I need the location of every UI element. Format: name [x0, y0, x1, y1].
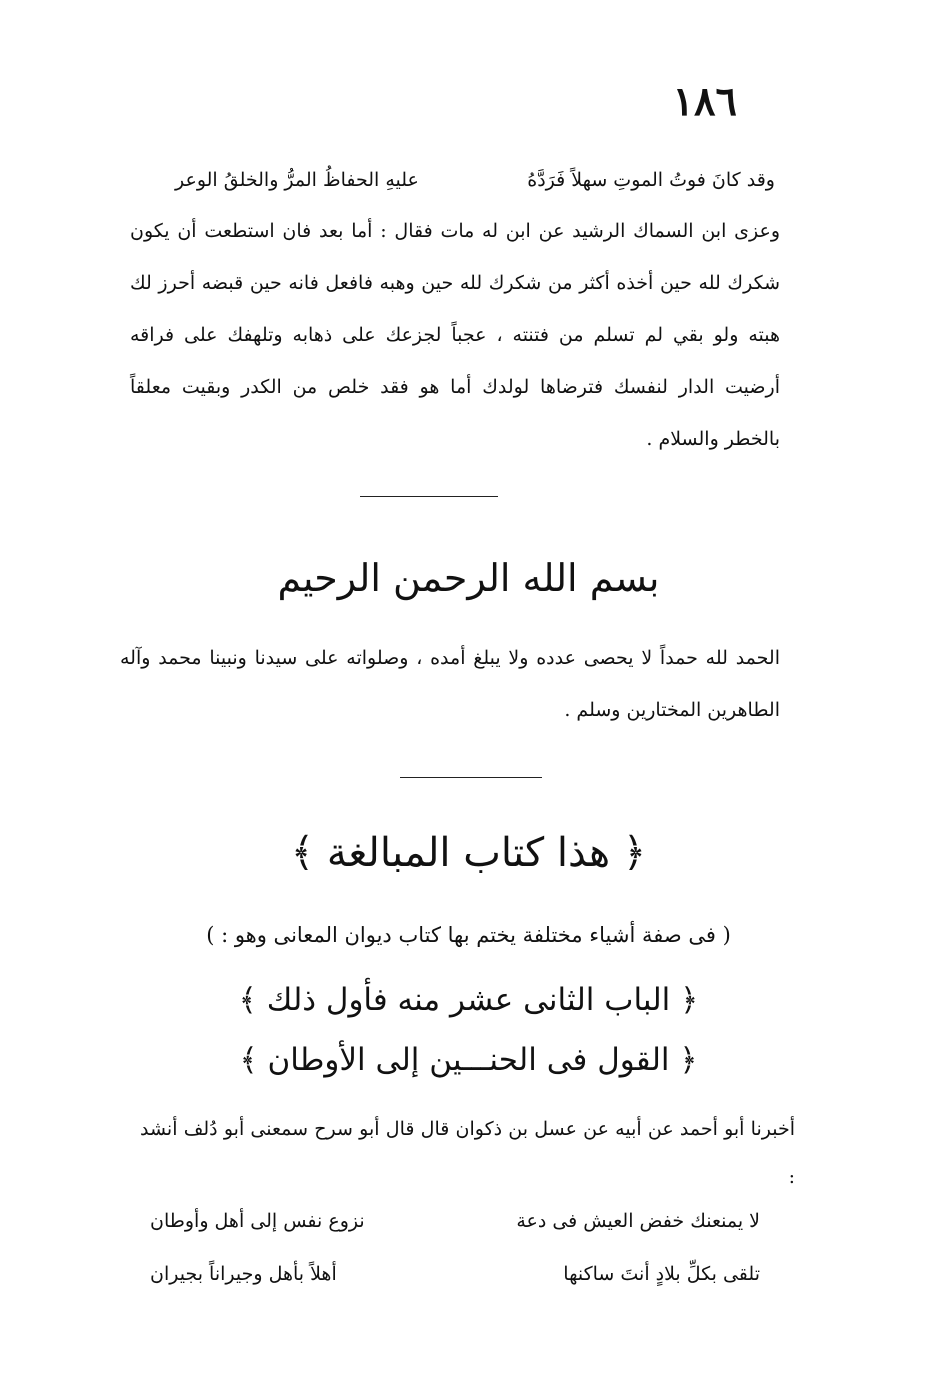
paragraph-narration	[140, 1105, 795, 1201]
paragraph-text: أخبرنا أبو أحمد عن أبيه عن عسل بن ذكوان قال قال أبو سرح سمعنى أبو دُلف أنشد :	[140, 1118, 795, 1188]
book-title: ﴿ هذا كتاب المبالغة ﴾	[290, 830, 647, 876]
chapter-subheading: ﴿ القول فى الحنـــين إلى الأوطان ﴾	[239, 1042, 698, 1078]
verse-second-hemistich: أهلاً بأهل وجيراناً بجيران	[150, 1263, 337, 1285]
section-divider	[400, 777, 542, 778]
paragraph-text: الحمد لله حمداً لا يحصى عدده ولا يبلغ أمده ، وصلواته على سيدنا ونبينا محمد وآله الطاهرين المختارين وسلم .	[120, 647, 780, 721]
verse-first-hemistich: تلقى بكلِّ بلادٍ أنتَ ساكنها	[563, 1263, 760, 1285]
verse-second-hemistich: نزوع نفس إلى أهل وأوطان	[150, 1210, 365, 1232]
paragraph-condolence	[130, 205, 780, 465]
section-divider	[360, 496, 498, 497]
verse-first-hemistich: لا يمنعنك خفض العيش فى دعة	[516, 1210, 760, 1232]
paragraph-text: وعزى ابن السماك الرشيد عن ابن له مات فقال : أما بعد فان استطعت أن يكون شكرك لله حين أخذه أكثر من شكرك لله حين وهبه فافعل فانه حين قبضه أحرز لك هبته ولو بقي لم تسلم من فتنته ، عجباً لجزعك على ذهابه وتلهفك على فراقه أرضيت الدار لنفسك فترضاها لولدك أما هو فقد خلص من الكدر وبقيت معلقاً بالخطر والسلام .	[130, 220, 780, 450]
verse-line-top	[175, 154, 775, 206]
page-number: ١٨٦	[672, 78, 737, 125]
book-subtitle: ( فى صفة أشياء مختلفة يختم بها كتاب ديوان المعانى وهو : )	[206, 923, 731, 947]
basmala-heading: بسم الله الرحمن الرحيم	[277, 556, 660, 600]
verse-first-hemistich: وقد كانَ فوتُ الموتِ سهلاً فَرَدَّهُ	[527, 169, 775, 191]
verse-line-1	[150, 1195, 760, 1247]
verse-second-hemistich: عليهِ الحفاظُ المرُّ والخلقُ الوعر	[175, 169, 419, 191]
paragraph-praise	[120, 632, 780, 736]
chapter-heading: ﴿ الباب الثانى عشر منه فأول ذلك ﴾	[238, 982, 699, 1018]
verse-line-2	[150, 1248, 760, 1300]
